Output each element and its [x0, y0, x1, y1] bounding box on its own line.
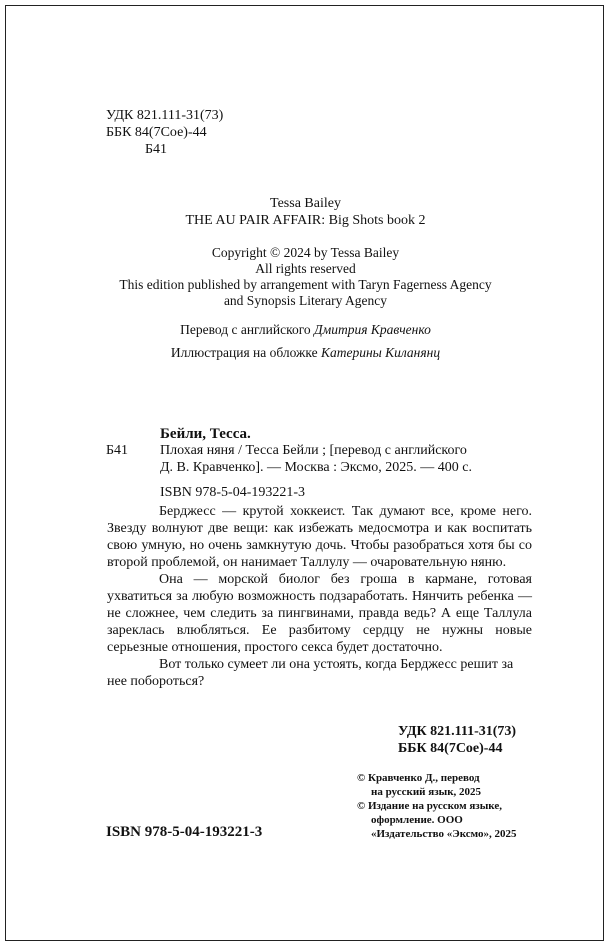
copyright-note-1b: на русский язык, 2025: [371, 786, 482, 798]
edition-line: This edition published by arrangement with Taryn Fagerness Agency: [119, 277, 492, 292]
udk-top: УДК 821.111-31(73): [106, 108, 224, 123]
copyright-note-1a: © Кравченко Д., перевод: [357, 772, 480, 784]
isbn-bottom: ISBN 978-5-04-193221-3: [106, 824, 263, 840]
copyright-note-2a: © Издание на русском языке,: [357, 800, 502, 812]
catalog-desc-2: Д. В. Кравченко]. — Москва : Эксмо, 2025. — 400 с.: [160, 460, 472, 475]
annotation-paragraph: Берджесс — крутой хоккеист. Так думают все, кроме него. Звезду волнуют две вещи: как избежать медосмотра и как воспитать свою умную, но очень замкнутую дочь. Чтобы разобраться хотя бы со второй проблемой, он нанимает Таллулу — очаровательную няню.: [107, 504, 532, 570]
copyright-note-2b: оформление. ООО: [371, 814, 463, 826]
copyright-note-2c: «Издательство «Эксмо», 2025: [371, 828, 517, 840]
author-mark-top: Б41: [145, 142, 168, 157]
catalog-mark: Б41: [106, 443, 129, 458]
bbk-bottom: ББК 84(7Сое)-44: [398, 741, 503, 756]
annotation: [107, 503, 532, 690]
bbk-top: ББК 84(7Сое)-44: [106, 125, 207, 140]
translator-line: Перевод с английского Дмитрия Кравченко: [180, 322, 431, 337]
rights-line: All rights reserved: [255, 261, 356, 276]
illustrator-line: Иллюстрация на обложке Катерины Киланянц: [170, 345, 441, 360]
annotation-paragraph: Вот только сумеет ли она устоять, когда Берджесс решит за нее побороться?: [107, 657, 514, 689]
original-title: THE AU PAIR AFFAIR: Big Shots book 2: [185, 213, 426, 228]
annotation-paragraph: Она — морской биолог без гроша в кармане, готовая ухватиться за любую возможность подзаработать. Нянчить ребенка — не сложнее, чем следить за пингвинами, правда ведь? А еще Таллула зареклась влюбляться. Ее разбитому сердцу не нужны новые серьезные отношения, простого секса будет достаточно.: [107, 572, 532, 655]
original-author: Tessa Bailey: [270, 196, 341, 211]
udk-bottom: УДК 821.111-31(73): [398, 724, 517, 739]
catalog-isbn: ISBN 978-5-04-193221-3: [160, 485, 306, 500]
catalog-author: Бейли, Тесса.: [160, 426, 251, 442]
copyright-line: Copyright © 2024 by Tessa Bailey: [211, 245, 400, 260]
agency-line: and Synopsis Literary Agency: [223, 293, 388, 308]
catalog-desc-1: Плохая няня / Тесса Бейли ; [перевод с английского: [160, 443, 467, 458]
